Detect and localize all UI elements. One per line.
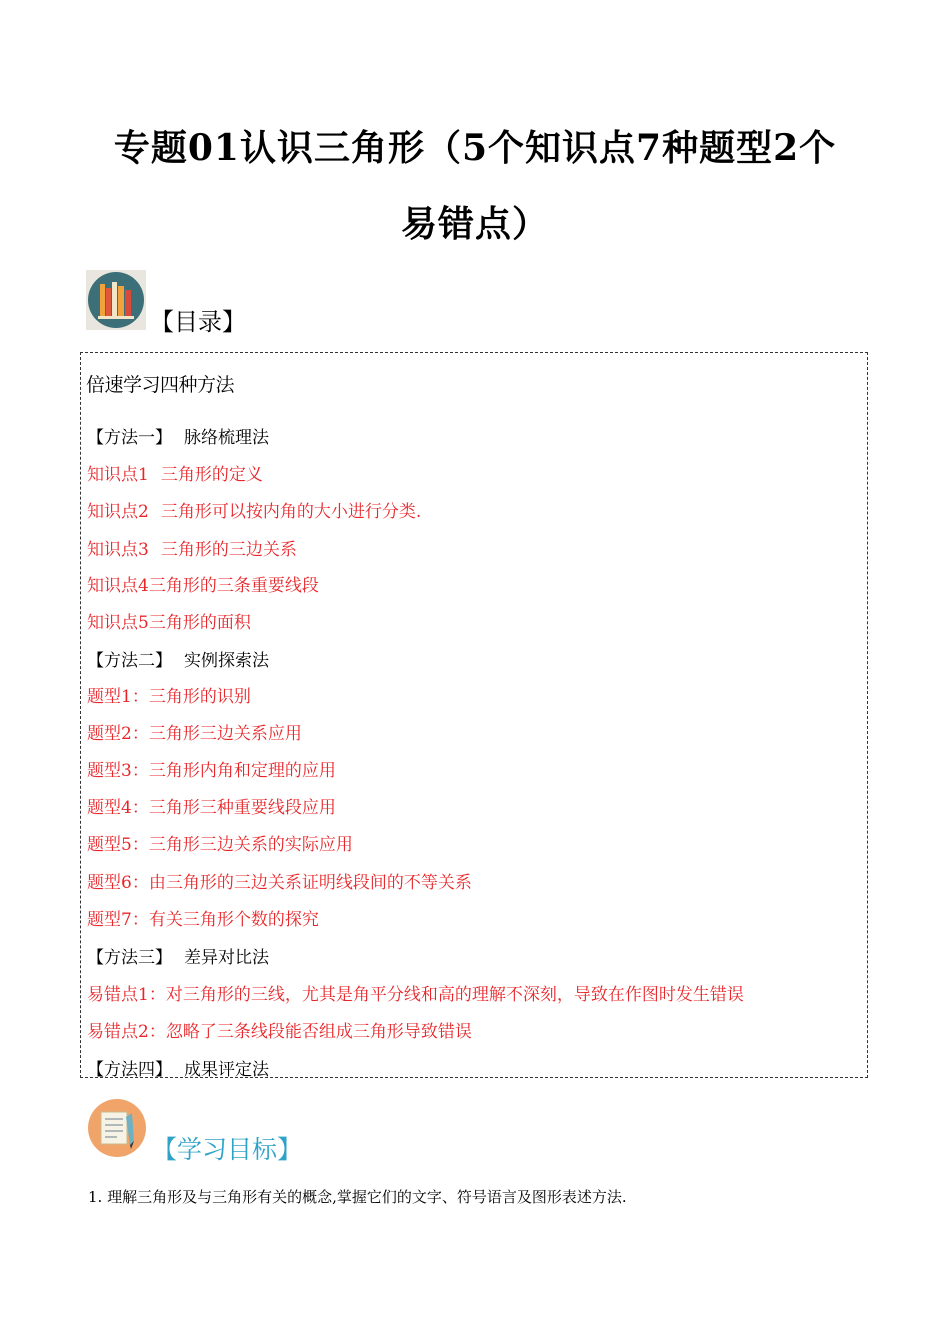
toc-line-text: 知识点5三角形的面积 [87, 613, 251, 633]
toc-line-text: 三角形可以按内角的大小进行分类. [160, 502, 422, 522]
toc-line-text: 易错点1：对三角形的三线，尤其是角平分线和高的理解不深刻，导致在作图时发生错误 [87, 985, 744, 1005]
toc-line [87, 682, 251, 707]
toc-line [87, 868, 472, 893]
toc-line [87, 497, 421, 522]
toc-line [87, 423, 269, 448]
toc-line-text: 题型5：三角形三边关系的实际应用 [87, 835, 353, 855]
toc-line [87, 646, 269, 671]
toc-line [87, 1055, 269, 1080]
toc-line-text: 差异对比法 [184, 948, 269, 968]
toc-line-prefix: 【方法三】 [87, 948, 172, 968]
toc-line-text: 题型7：有关三角形个数的探究 [87, 910, 319, 930]
toc-heading: 【目录】 [150, 308, 246, 336]
toc-line [87, 830, 353, 855]
toc-line-text: 知识点4三角形的三条重要线段 [87, 576, 319, 596]
toc-line-text: 题型1：三角形的识别 [87, 687, 251, 707]
toc-line [87, 460, 263, 485]
toc-line [87, 719, 302, 744]
toc-line [87, 1017, 472, 1042]
toc-line [87, 793, 336, 818]
toc-line-text: 实例探索法 [184, 651, 269, 671]
toc-line [87, 535, 297, 560]
document-title-line-2: 易错点） [400, 203, 549, 245]
bookshelf-icon [86, 270, 146, 330]
toc-line-prefix: 【方法一】 [87, 428, 172, 448]
toc-line [87, 756, 336, 781]
toc-line-prefix: 【方法四】 [87, 1060, 172, 1080]
toc-line-text: 题型4：三角形三种重要线段应用 [87, 798, 336, 818]
toc-line-prefix: 知识点3 [87, 540, 149, 560]
toc-subtitle: 倍速学习四种方法 [86, 374, 235, 396]
toc-line-text: 三角形的三边关系 [160, 540, 297, 560]
toc-line-prefix: 【方法二】 [87, 651, 172, 671]
toc-line [87, 980, 744, 1005]
toc-line-text: 题型6：由三角形的三边关系证明线段间的不等关系 [87, 873, 472, 893]
document-title-line-1: 专题01认识三角形（5个知识点7种题型2个 [113, 127, 837, 169]
toc-line-text: 易错点2：忽略了三条线段能否组成三角形导致错误 [87, 1022, 472, 1042]
toc-line-text: 题型2：三角形三边关系应用 [87, 724, 302, 744]
toc-line [87, 608, 251, 633]
goals-heading: 【学习目标】 [152, 1135, 303, 1164]
toc-line-text: 脉络梳理法 [184, 428, 269, 448]
toc-line [87, 571, 319, 596]
toc-line-text: 三角形的定义 [160, 465, 263, 485]
goal-item: 1. 理解三角形及与三角形有关的概念,掌握它们的文字、符号语言及图形表述方法. [88, 1188, 627, 1206]
toc-line [87, 943, 269, 968]
toc-line-text: 题型3：三角形内角和定理的应用 [87, 761, 336, 781]
toc-line-prefix: 知识点2 [87, 502, 149, 522]
notebook-pencil-icon [86, 1097, 146, 1157]
toc-line-text: 成果评定法 [184, 1060, 269, 1080]
toc-line-prefix: 知识点1 [87, 465, 149, 485]
toc-line [87, 905, 319, 930]
